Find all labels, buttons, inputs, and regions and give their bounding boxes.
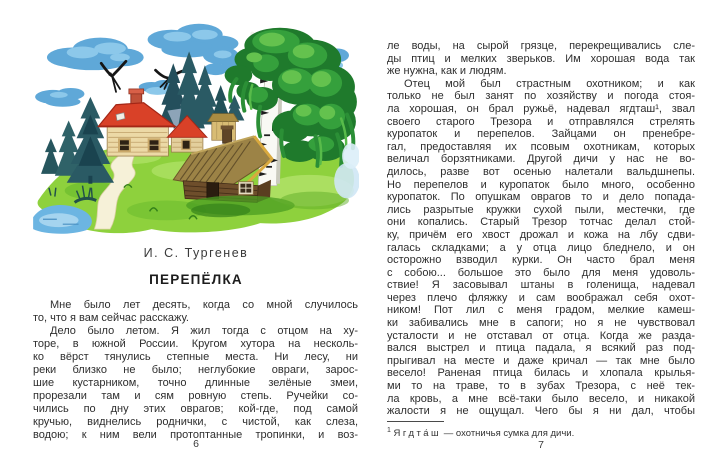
- text-line: ку, причём его хвост дрожал и кожа на лбу сдви-: [387, 228, 695, 241]
- text-line: с собою... большое это было для меня удоволь-: [387, 266, 695, 279]
- text-line: только не был занят по хозяйству и погода стоя-: [387, 90, 695, 103]
- text-line: ником! Пот лил с меня градом, мелкие камеш-: [387, 304, 695, 317]
- right-page: [387, 40, 695, 464]
- text-line: ствие! Я засовывал штаны в голенища, надевал: [387, 279, 695, 292]
- left-page: [33, 8, 359, 466]
- footnote-divider: [387, 421, 444, 422]
- text-line: ки забивались мне в сапоги; но я не чувствовал: [387, 317, 695, 330]
- text-line: же нужна, как и людям.: [387, 65, 507, 78]
- story-illustration: [33, 8, 359, 237]
- right-page-number: 7: [538, 439, 544, 451]
- text-line: шие кустарником, точно длинные зелёные змеи,: [33, 377, 358, 389]
- text-line: дилось, разве вот осенью налетали вальдшнепы.: [387, 165, 695, 178]
- footnote-marker: 1: [387, 427, 391, 434]
- text-line: то, что я вам сейчас расскажу.: [33, 312, 189, 324]
- footnote-term: Ягдта́ш: [393, 428, 442, 440]
- left-page-text: [33, 299, 358, 442]
- author-name: И. С. Тургенев: [143, 246, 249, 260]
- text-line: усталости и не отставал от отца. Когда же разда-: [387, 329, 695, 342]
- text-line: весело! Раненая птица билась и хлопала крылья-: [387, 367, 695, 380]
- text-line: водою; к ним вели протоптанные тропинки, и воз-: [33, 429, 358, 441]
- text-line: Отец мой был страстным охотником; и как: [404, 77, 695, 90]
- fir-tree: [41, 97, 114, 184]
- text-line: вался выстрел и птица падала, я всякий раз под-: [387, 342, 695, 355]
- text-line: кручью, виднелись роднички, с чистой, как слеза,: [33, 416, 358, 428]
- text-line: они копались. Старый Трезор тотчас делал стой-: [387, 216, 695, 229]
- right-page-text: [387, 40, 695, 418]
- text-line: гал, предоставляя их псовым охотникам, которых: [387, 140, 695, 153]
- text-line: ми то на траве, то в зубах Трезора, с неё тек-: [387, 380, 695, 393]
- text-line: жалости я не ощущал. Чего бы я ни дал, чтобы: [387, 405, 695, 418]
- text-line: своего старого Трезора и отправлялся стрелять: [387, 115, 695, 128]
- text-line: ла хорошая, он брал ружьё, надевал ягдташ¹, звал: [387, 102, 695, 115]
- story-title: ПЕРЕПЁЛКА: [149, 272, 243, 287]
- text-line: реки близко не было; неглубокие овраги, зарос-: [33, 364, 358, 376]
- text-line: куропаток и перепелов. Зайцами он пренебре-: [387, 128, 695, 141]
- text-line: ды птиц и мелких зверьков. Им хорошая вода так: [387, 52, 695, 65]
- text-line: Дело было летом. Я жил тогда с отцом на ху-: [50, 325, 358, 337]
- text-line: куропаток. По опушкам оврагов то и дело попада-: [387, 191, 695, 204]
- text-line: торе, в южной России. Кругом хутора на несколь-: [33, 338, 358, 350]
- text-line: через плечо фляжку и сам воображал себя охот-: [387, 291, 695, 304]
- text-line: Но перепелов и куропаток было много, особенно: [387, 178, 695, 191]
- text-line: осторожно взводил курки. Он часто брал меня: [387, 254, 695, 267]
- text-line: ла кровь, а мне всё-таки было весело, и никакой: [387, 392, 695, 405]
- footnote-text: [387, 425, 695, 439]
- text-line: галась складками; а у отца лицо бледнело, и он: [387, 241, 695, 254]
- left-page-number: 6: [193, 438, 199, 450]
- text-line: лись разрытые кружки сухой пыли, местечки, где: [387, 203, 695, 216]
- text-line: ле воды, на сырой грязце, перекрещивались сле-: [387, 40, 695, 52]
- text-line: величал борзятниками. Другой дичи у нас не во-: [387, 153, 695, 166]
- text-line: прорезали там и сям ровную степь. Ручейки со-: [33, 390, 358, 402]
- cloud: [35, 88, 84, 107]
- footnote-definition: — охотничья сумка для дичи.: [443, 428, 575, 440]
- text-line: ко вёрст тянулись степные места. Ни лесу, ни: [33, 351, 358, 363]
- cloud: [47, 38, 144, 71]
- text-line: чились по дну этих оврагов; кой-где, под самой: [33, 403, 358, 415]
- text-line: Мне было лет десять, когда со мной случилось: [50, 299, 358, 311]
- footnote: [387, 421, 695, 439]
- text-line: прыгивал на месте и даже кричал — так мне было: [387, 354, 695, 367]
